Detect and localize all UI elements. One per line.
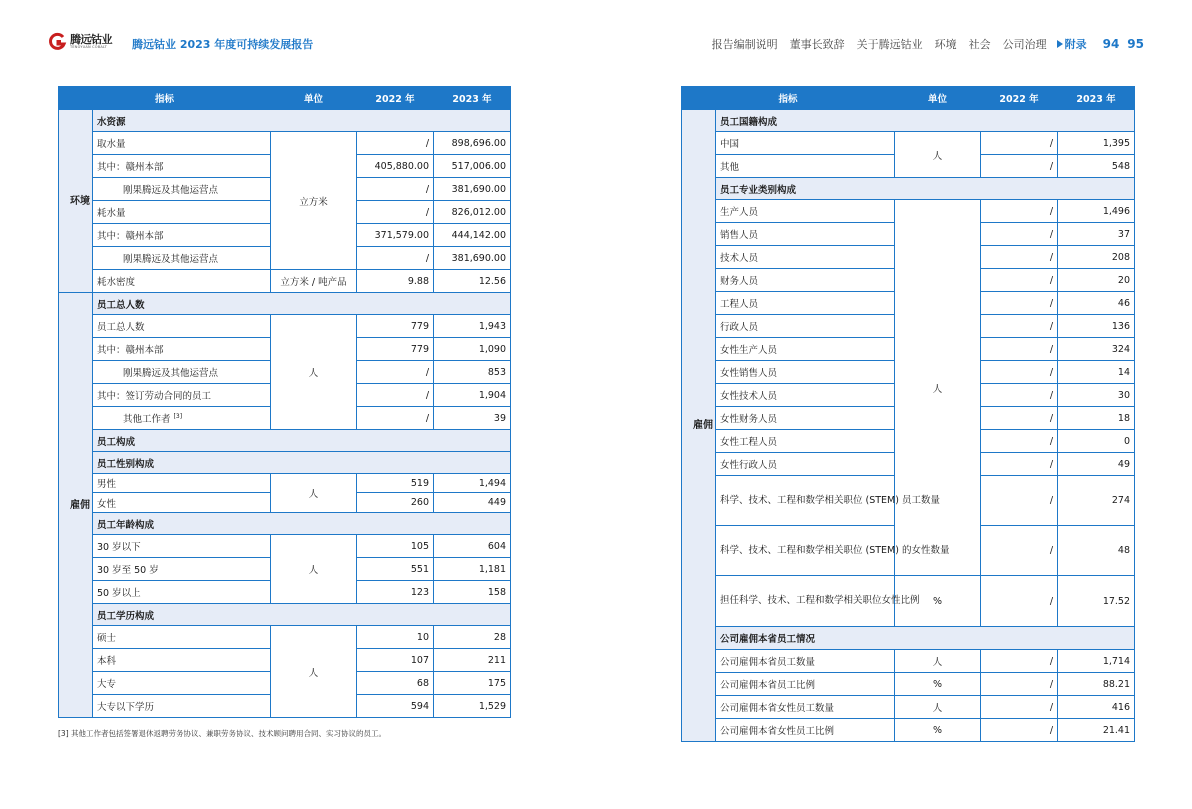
indicator-label: 30 岁以下 bbox=[93, 535, 271, 558]
logo-cn-text: 腾远钴业 bbox=[70, 33, 112, 47]
indicator-label: 公司雇佣本省员工数量 bbox=[716, 650, 895, 673]
value-2023: 39 bbox=[434, 407, 511, 430]
nav-item-environment[interactable]: 环境 bbox=[934, 38, 957, 51]
nav-appendix-label: 附录 bbox=[1064, 38, 1087, 51]
indicator-label: 员工总人数 bbox=[93, 315, 271, 338]
category-label: 雇佣 bbox=[70, 499, 90, 511]
top-nav bbox=[700, 36, 1144, 52]
indicator-label bbox=[93, 407, 271, 430]
section-composition: 员工构成 bbox=[93, 430, 511, 452]
value-2023: 12.56 bbox=[434, 270, 511, 293]
value-2023: 324 bbox=[1058, 338, 1135, 361]
indicator-label: 大专以下学历 bbox=[93, 695, 271, 718]
nav-item-report-notes[interactable]: 报告编制说明 bbox=[711, 38, 778, 51]
indicator-label: 女性财务人员 bbox=[716, 407, 895, 430]
value-2022: / bbox=[981, 338, 1058, 361]
indicator-label: 其中：签订劳动合同的员工 bbox=[93, 384, 271, 407]
indicator-label: 其他 bbox=[716, 155, 895, 178]
value-2022: / bbox=[981, 269, 1058, 292]
value-2022: / bbox=[357, 247, 434, 270]
value-2022: / bbox=[981, 155, 1058, 178]
value-2023: 853 bbox=[434, 361, 511, 384]
value-2022: / bbox=[981, 292, 1058, 315]
table-row bbox=[59, 626, 511, 649]
value-2023: 211 bbox=[434, 649, 511, 672]
value-2023: 1,943 bbox=[434, 315, 511, 338]
header-unit: 单位 bbox=[895, 87, 981, 110]
triangle-right-icon bbox=[1057, 40, 1063, 48]
indicator-label: 女性生产人员 bbox=[716, 338, 895, 361]
header-2023: 2023 年 bbox=[434, 87, 511, 110]
section-education: 员工学历构成 bbox=[93, 604, 511, 626]
value-2022: / bbox=[357, 178, 434, 201]
indicator-label: 女性工程人员 bbox=[716, 430, 895, 453]
value-2022: / bbox=[357, 361, 434, 384]
indicator-label: 其中：赣州本部 bbox=[93, 338, 271, 361]
value-2023: 274 bbox=[1058, 476, 1135, 526]
table-row bbox=[59, 535, 511, 558]
value-2023: 21.41 bbox=[1058, 719, 1135, 742]
unit-cell: % bbox=[895, 576, 981, 627]
value-2023: 20 bbox=[1058, 269, 1135, 292]
table-row bbox=[682, 132, 1135, 155]
value-2023: 48 bbox=[1058, 526, 1135, 576]
indicator-label: 技术人员 bbox=[716, 246, 895, 269]
report-title: 腾远钴业 2023 年度可持续发展报告 bbox=[132, 38, 314, 51]
value-2022: / bbox=[357, 407, 434, 430]
section-water-resources: 水资源 bbox=[93, 110, 511, 132]
section-row bbox=[59, 513, 511, 535]
nav-item-social[interactable]: 社会 bbox=[968, 38, 991, 51]
table-row bbox=[682, 200, 1135, 223]
indicator-label: 公司雇佣本省女性员工比例 bbox=[716, 719, 895, 742]
logo-icon bbox=[48, 33, 66, 51]
unit-cell: 立方米 / 吨产品 bbox=[271, 270, 357, 293]
value-2023: 1,494 bbox=[434, 474, 511, 493]
value-2022: / bbox=[981, 719, 1058, 742]
indicator-label: 中国 bbox=[716, 132, 895, 155]
value-2023: 1,904 bbox=[434, 384, 511, 407]
header-2022: 2022 年 bbox=[981, 87, 1058, 110]
value-2022: / bbox=[981, 246, 1058, 269]
value-2023: 517,006.00 bbox=[434, 155, 511, 178]
value-2022: 123 bbox=[357, 581, 434, 604]
indicator-label: 耗水量 bbox=[93, 201, 271, 224]
value-2022: 107 bbox=[357, 649, 434, 672]
section-local-employees: 公司雇佣本省员工情况 bbox=[716, 627, 1135, 650]
table-row bbox=[59, 270, 511, 293]
value-2023: 18 bbox=[1058, 407, 1135, 430]
category-environment bbox=[59, 110, 93, 293]
unit-cell: % bbox=[895, 719, 981, 742]
value-2022: / bbox=[981, 526, 1058, 576]
value-2023: 17.52 bbox=[1058, 576, 1135, 627]
indicator-label: 女性 bbox=[93, 493, 271, 513]
value-2022: / bbox=[981, 453, 1058, 476]
value-2023: 46 bbox=[1058, 292, 1135, 315]
value-2022: 10 bbox=[357, 626, 434, 649]
unit-cell: 人 bbox=[895, 132, 981, 178]
value-2023: 826,012.00 bbox=[434, 201, 511, 224]
value-2022: / bbox=[981, 430, 1058, 453]
header-2022: 2022 年 bbox=[357, 87, 434, 110]
indicator-label: 其中：赣州本部 bbox=[93, 224, 271, 247]
nav-item-chairman-message[interactable]: 董事长致辞 bbox=[789, 38, 845, 51]
section-row bbox=[682, 110, 1135, 132]
section-gender: 员工性别构成 bbox=[93, 452, 511, 474]
section-row bbox=[59, 293, 511, 315]
value-2022: / bbox=[981, 200, 1058, 223]
indicator-label: 取水量 bbox=[93, 132, 271, 155]
header-unit: 单位 bbox=[271, 87, 357, 110]
indicator-label: 耗水密度 bbox=[93, 270, 271, 293]
indicator-label: 女性技术人员 bbox=[716, 384, 895, 407]
category-label: 环境 bbox=[70, 195, 90, 207]
indicator-label: 担任科学、技术、工程和数学相关职位女性比例 bbox=[716, 576, 895, 627]
indicator-label: 销售人员 bbox=[716, 223, 895, 246]
unit-cell: 立方米 bbox=[271, 132, 357, 270]
value-2022: 68 bbox=[357, 672, 434, 695]
value-2023: 898,696.00 bbox=[434, 132, 511, 155]
indicator-label: 公司雇佣本省员工比例 bbox=[716, 673, 895, 696]
value-2023: 175 bbox=[434, 672, 511, 695]
indicator-text: 其他工作者 bbox=[123, 414, 171, 425]
value-2023: 14 bbox=[1058, 361, 1135, 384]
value-2023: 381,690.00 bbox=[434, 178, 511, 201]
value-2022: 371,579.00 bbox=[357, 224, 434, 247]
indicator-label: 刚果腾远及其他运营点 bbox=[93, 247, 271, 270]
indicator-label: 50 岁以上 bbox=[93, 581, 271, 604]
indicator-label: 生产人员 bbox=[716, 200, 895, 223]
category-label: 雇佣 bbox=[693, 420, 713, 431]
indicator-label: 其中：赣州本部 bbox=[93, 155, 271, 178]
indicator-label: 刚果腾远及其他运营点 bbox=[93, 178, 271, 201]
value-2022: 260 bbox=[357, 493, 434, 513]
indicator-label: 本科 bbox=[93, 649, 271, 672]
section-age: 员工年龄构成 bbox=[93, 513, 511, 535]
value-2023: 604 bbox=[434, 535, 511, 558]
section-row bbox=[682, 178, 1135, 200]
footnote-ref: [3] bbox=[173, 412, 183, 420]
indicator-label: 大专 bbox=[93, 672, 271, 695]
indicator-label: 硕士 bbox=[93, 626, 271, 649]
nav-item-appendix[interactable] bbox=[1057, 36, 1087, 52]
value-2023: 136 bbox=[1058, 315, 1135, 338]
value-2022: / bbox=[981, 223, 1058, 246]
value-2022: / bbox=[981, 650, 1058, 673]
company-logo bbox=[48, 33, 112, 51]
page-number-left: 94 bbox=[1102, 37, 1120, 51]
value-2023: 28 bbox=[434, 626, 511, 649]
section-nationality: 员工国籍构成 bbox=[716, 110, 1135, 132]
category-employment bbox=[682, 110, 716, 742]
table-header-row bbox=[59, 87, 511, 110]
indicator-label: 刚果腾远及其他运营点 bbox=[93, 361, 271, 384]
indicator-label: 女性行政人员 bbox=[716, 453, 895, 476]
value-2022: 519 bbox=[357, 474, 434, 493]
value-2022: / bbox=[981, 673, 1058, 696]
section-row bbox=[59, 430, 511, 452]
value-2022: 551 bbox=[357, 558, 434, 581]
table-row bbox=[59, 315, 511, 338]
value-2022: / bbox=[981, 132, 1058, 155]
value-2023: 1,181 bbox=[434, 558, 511, 581]
table-row bbox=[682, 696, 1135, 719]
value-2023: 37 bbox=[1058, 223, 1135, 246]
right-data-table bbox=[681, 86, 1135, 742]
value-2022: / bbox=[981, 696, 1058, 719]
unit-cell: 人 bbox=[271, 535, 357, 604]
indicator-label: 工程人员 bbox=[716, 292, 895, 315]
value-2022: / bbox=[357, 201, 434, 224]
indicator-label: 公司雇佣本省女性员工数量 bbox=[716, 696, 895, 719]
indicator-label: 行政人员 bbox=[716, 315, 895, 338]
value-2023: 208 bbox=[1058, 246, 1135, 269]
value-2023: 416 bbox=[1058, 696, 1135, 719]
value-2022: 105 bbox=[357, 535, 434, 558]
value-2022: / bbox=[981, 407, 1058, 430]
value-2022: 9.88 bbox=[357, 270, 434, 293]
indicator-label: 30 岁至 50 岁 bbox=[93, 558, 271, 581]
value-2022: / bbox=[981, 361, 1058, 384]
value-2023: 449 bbox=[434, 493, 511, 513]
left-data-table bbox=[58, 86, 511, 718]
value-2023: 0 bbox=[1058, 430, 1135, 453]
value-2023: 49 bbox=[1058, 453, 1135, 476]
unit-cell: 人 bbox=[895, 200, 981, 576]
value-2022: / bbox=[981, 576, 1058, 627]
value-2023: 1,496 bbox=[1058, 200, 1135, 223]
unit-cell: 人 bbox=[271, 626, 357, 718]
indicator-label: 财务人员 bbox=[716, 269, 895, 292]
value-2022: 594 bbox=[357, 695, 434, 718]
nav-item-about[interactable]: 关于腾远钴业 bbox=[856, 38, 923, 51]
unit-cell: 人 bbox=[271, 315, 357, 430]
table-row bbox=[59, 132, 511, 155]
footnote: [3] 其他工作者包括签署退休返聘劳务协议、兼职劳务协议、技术顾问聘用合同、实习协议的员工。 bbox=[58, 729, 387, 738]
value-2022: / bbox=[357, 132, 434, 155]
value-2023: 158 bbox=[434, 581, 511, 604]
value-2022: 779 bbox=[357, 315, 434, 338]
header-2023: 2023 年 bbox=[1058, 87, 1135, 110]
section-row bbox=[59, 452, 511, 474]
value-2023: 381,690.00 bbox=[434, 247, 511, 270]
indicator-label: 男性 bbox=[93, 474, 271, 493]
value-2023: 548 bbox=[1058, 155, 1135, 178]
section-row bbox=[59, 110, 511, 132]
value-2023: 1,395 bbox=[1058, 132, 1135, 155]
value-2023: 1,714 bbox=[1058, 650, 1135, 673]
category-employment bbox=[59, 293, 93, 718]
value-2023: 1,090 bbox=[434, 338, 511, 361]
unit-cell: 人 bbox=[271, 474, 357, 513]
value-2022: 405,880.00 bbox=[357, 155, 434, 178]
logo-en-text: TENGYUAN COBALT bbox=[70, 45, 107, 50]
indicator-label: 科学、技术、工程和数学相关职位 (STEM) 员工数量 bbox=[716, 476, 895, 526]
unit-cell: 人 bbox=[895, 696, 981, 719]
value-2022: / bbox=[981, 476, 1058, 526]
section-profession: 员工专业类别构成 bbox=[716, 178, 1135, 200]
table-row bbox=[59, 474, 511, 493]
indicator-label: 女性销售人员 bbox=[716, 361, 895, 384]
unit-cell: % bbox=[895, 673, 981, 696]
table-row bbox=[682, 719, 1135, 742]
table-header-row bbox=[682, 87, 1135, 110]
value-2022: 779 bbox=[357, 338, 434, 361]
table-row bbox=[682, 576, 1135, 627]
table-row bbox=[682, 673, 1135, 696]
section-row bbox=[682, 627, 1135, 650]
nav-item-governance[interactable]: 公司治理 bbox=[1002, 38, 1047, 51]
section-total-employees: 员工总人数 bbox=[93, 293, 511, 315]
table-row bbox=[682, 650, 1135, 673]
indicator-label: 科学、技术、工程和数学相关职位 (STEM) 的女性数量 bbox=[716, 526, 895, 576]
unit-cell: 人 bbox=[895, 650, 981, 673]
value-2023: 88.21 bbox=[1058, 673, 1135, 696]
value-2022: / bbox=[357, 384, 434, 407]
header-indicator: 指标 bbox=[59, 87, 271, 110]
section-row bbox=[59, 604, 511, 626]
value-2023: 30 bbox=[1058, 384, 1135, 407]
page-number-right: 95 bbox=[1127, 37, 1144, 51]
value-2023: 1,529 bbox=[434, 695, 511, 718]
value-2022: / bbox=[981, 384, 1058, 407]
value-2023: 444,142.00 bbox=[434, 224, 511, 247]
value-2022: / bbox=[981, 315, 1058, 338]
header-indicator: 指标 bbox=[682, 87, 895, 110]
